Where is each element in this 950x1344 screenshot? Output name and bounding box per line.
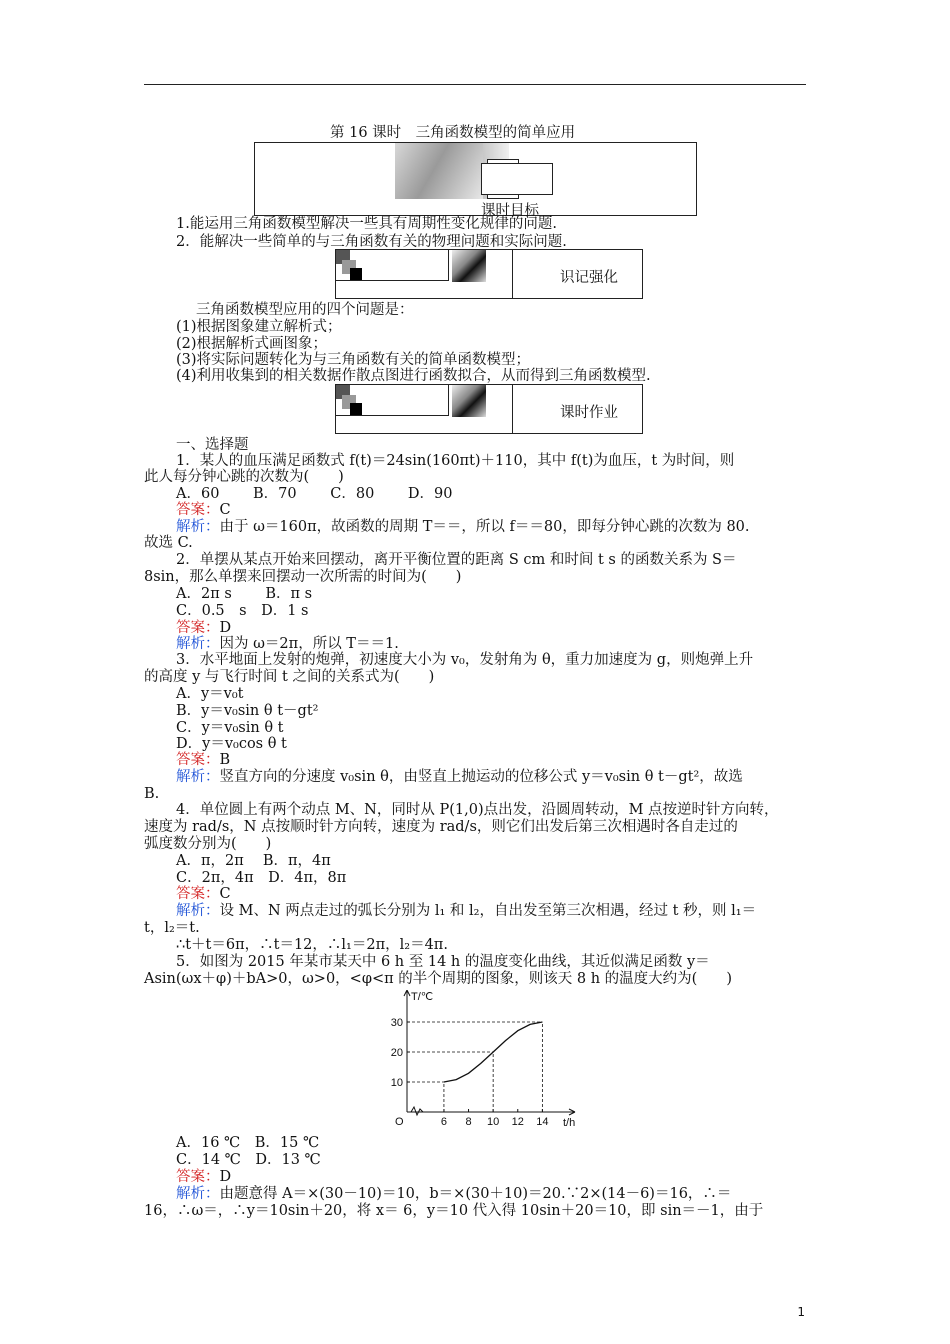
q4-explanation-3: ∴t＋t＝6π，∴t＝12，∴l₁＝2π，l₂＝4π. xyxy=(176,937,448,953)
q1-explanation-2: 故选 C. xyxy=(144,535,193,551)
q5-line-1: 5．如图为 2015 年某市某天中 6 h 至 14 h 的温度变化曲线，其近似满足函数 y＝ xyxy=(176,954,710,970)
q3-explanation: 解析：竖直方向的分速度 v₀sin θ，由竖直上抛运动的位移公式 y＝v₀sin θ t－gt²，故选 xyxy=(176,769,743,785)
section-box-1 xyxy=(335,249,643,299)
section-2-label: 课时作业 xyxy=(560,405,618,421)
summary-item-1: (1)根据图象建立解析式； xyxy=(176,319,342,335)
q4-options-1: A．π，2π B．π，4π xyxy=(176,853,331,869)
q4-line-1: 4．单位圆上有两个动点 M、N，同时从 P(1,0)点出发，沿圆周转动，M 点按逆时针方向转， xyxy=(176,802,779,818)
title-box xyxy=(254,142,697,219)
q1-line-2: 此人每分钟心跳的次数为( ) xyxy=(144,469,344,485)
x-tick-label: 6 xyxy=(440,1116,447,1128)
q1-answer: 答案：C xyxy=(176,502,231,518)
x-tick-label: 12 xyxy=(511,1116,524,1128)
q3-option-a: A．y＝v₀t xyxy=(176,686,244,702)
q2-line-1: 2．单摆从某点开始来回摆动，离开平衡位置的距离 S cm 和时间 t s 的函数关系为 S＝ xyxy=(176,552,737,568)
q1-line-1: 1．某人的血压满足函数式 f(t)＝24sin(160πt)＋110，其中 f(t)为血压，t 为时间，则 xyxy=(176,453,735,469)
q2-options-2: C．0.5 s D．1 s xyxy=(176,603,309,619)
header-rule xyxy=(144,84,806,85)
q2-line-2: 8sin，那么单摆来回摆动一次所需的时间为( ) xyxy=(144,569,462,585)
q4-options-2: C．2π，4π D．4π，8π xyxy=(176,870,347,886)
q5-explanation: 解析：由题意得 A＝×(30－10)＝10，b＝×(30＋10)＝20.∵2×(14－6)＝16，∴＝ xyxy=(176,1186,732,1202)
q3-line-2: 的高度 y 与飞行时间 t 之间的关系式为( ) xyxy=(144,669,435,685)
q3-option-b: B．y＝v₀sin θ t－gt² xyxy=(176,703,319,719)
section-1-label: 识记强化 xyxy=(560,270,618,286)
q3-explanation-2: B. xyxy=(144,786,160,802)
y-tick-label: 30 xyxy=(390,1017,403,1029)
chart-guides xyxy=(407,1022,542,1112)
q5-options-1: A．16 ℃ B．15 ℃ xyxy=(176,1135,320,1151)
q5-explanation-2: 16，∴ω＝，∴y＝10sin＋20，将 x＝ 6，y＝10 代入得 10sin＋20＝10，即 sin＝－1，由于 xyxy=(144,1203,764,1219)
part-heading: 一、选择题 xyxy=(176,437,249,453)
page-number: 1 xyxy=(797,1305,805,1319)
summary-item-4: (4)利用收集到的相关数据作散点图进行函数拟合，从而得到三角函数模型. xyxy=(176,368,651,384)
q5-answer: 答案：D xyxy=(176,1169,232,1185)
q1-options: A．60 B．70 C．80 D．90 xyxy=(176,486,453,502)
x-tick-label: 10 xyxy=(487,1116,500,1128)
y-tick-label: 10 xyxy=(390,1077,403,1089)
temperature-chart xyxy=(385,990,585,1130)
q5-options-2: C．14 ℃ D．13 ℃ xyxy=(176,1152,321,1168)
q1-explanation: 解析：由于 ω＝160π，故函数的周期 T＝＝，所以 f＝＝80，即每分钟心跳的次数为 80. xyxy=(176,519,750,535)
q3-line-1: 3．水平地面上发射的炮弹，初速度大小为 v₀，发射角为 θ，重力加速度为 g，则炮弹上升 xyxy=(176,652,754,668)
summary-item-3: (3)将实际问题转化为与三角函数有关的简单函数模型； xyxy=(176,352,531,368)
q3-option-d: D．y＝v₀cos θ t xyxy=(176,736,287,752)
q5-line-2: Asin(ωx＋φ)＋bA>0，ω>0，<φ<π 的半个周期的图象，则该天 8 h 的温度大约为( ) xyxy=(144,971,732,987)
chart-axes xyxy=(404,990,575,1115)
summary-item-2: (2)根据解析式画图象； xyxy=(176,336,328,352)
x-axis-label: t/h xyxy=(563,1117,576,1129)
goal-1: 1.能运用三角函数模型解决一些具有周期性变化规律的问题. xyxy=(176,216,557,232)
gradient-decoration xyxy=(395,143,483,199)
goal-2: 2．能解决一些简单的与三角函数有关的物理问题和实际问题. xyxy=(176,234,567,250)
q4-line-3: 弧度数分别为( ) xyxy=(144,836,272,852)
q2-answer: 答案：D xyxy=(176,620,232,636)
x-tick-label: 14 xyxy=(536,1116,549,1128)
q4-explanation-2: t，l₂＝t. xyxy=(144,920,200,936)
summary-intro: 三角函数模型应用的四个问题是： xyxy=(196,302,414,318)
y-axis-label: T/℃ xyxy=(411,991,434,1003)
page-title: 第 16 课时 三角函数模型的简单应用 xyxy=(330,125,576,141)
label-frame xyxy=(481,163,553,195)
y-tick-label: 20 xyxy=(390,1047,403,1059)
q3-answer: 答案：B xyxy=(176,752,231,768)
axis-break-mark xyxy=(411,1107,423,1115)
x-tick-label: 8 xyxy=(465,1116,472,1128)
q4-answer: 答案：C xyxy=(176,886,231,902)
q3-option-c: C．y＝v₀sin θ t xyxy=(176,720,284,736)
q4-line-2: 速度为 rad/s，N 点按顺时针方向转，速度为 rad/s，则它们出发后第三次相遇时各自走过的 xyxy=(144,819,738,835)
q2-options-1: A．2π s B．π s xyxy=(176,586,313,602)
target-label: 课时目标 xyxy=(481,203,539,219)
q2-explanation: 解析：因为 ω＝2π，所以 T＝＝1. xyxy=(176,636,399,652)
origin-label: O xyxy=(395,1116,404,1128)
section-box-2 xyxy=(335,384,643,434)
q4-explanation: 解析：设 M、N 两点走过的弧长分别为 l₁ 和 l₂，自出发至第三次相遇，经过 t 秒，则 l₁＝ xyxy=(176,903,757,919)
